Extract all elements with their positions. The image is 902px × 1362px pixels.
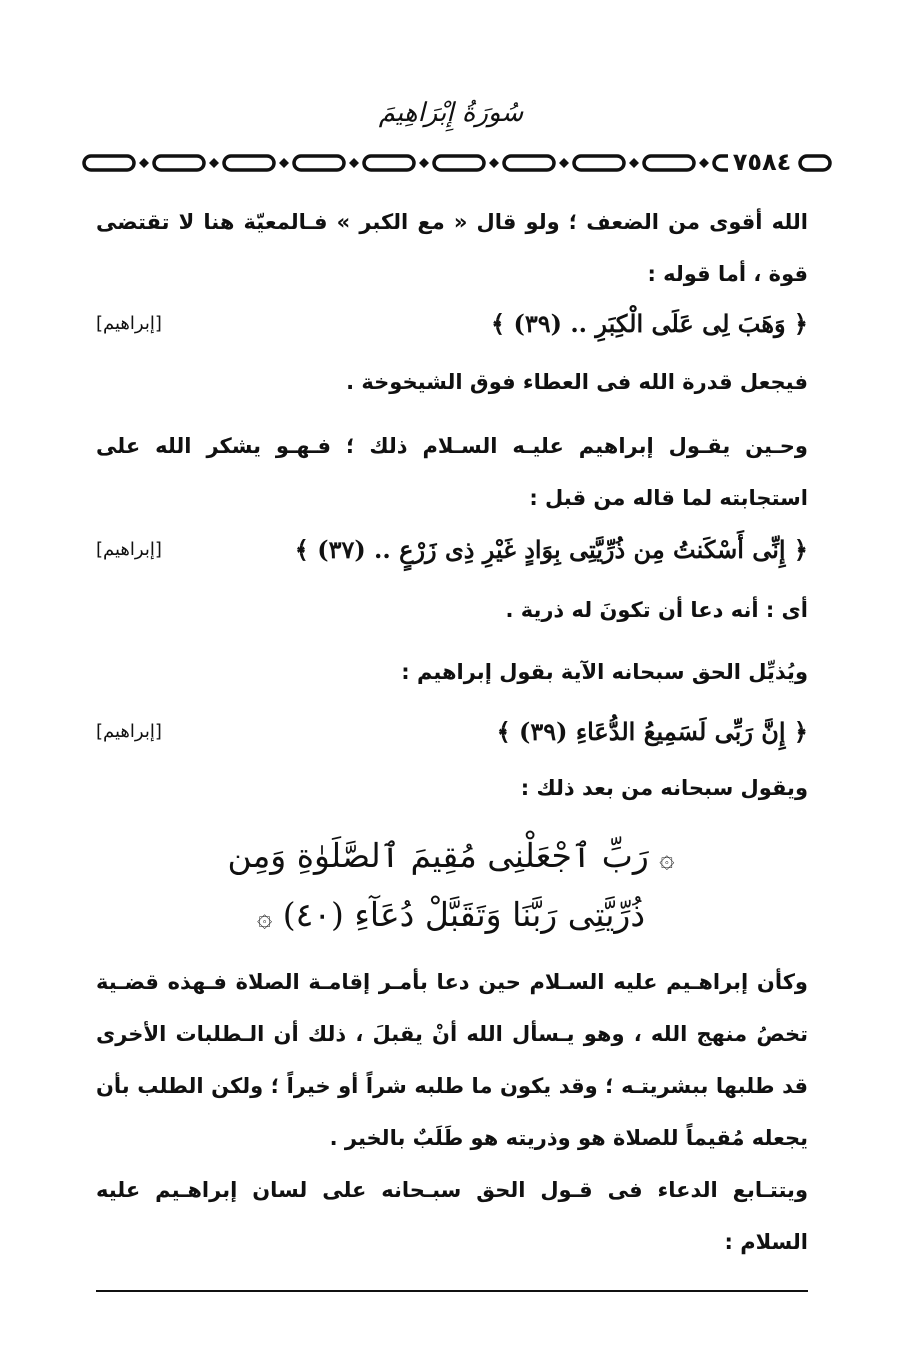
decorative-border xyxy=(80,148,820,178)
verse-line-3 xyxy=(96,706,808,756)
verse-reference: [إبراهيم] xyxy=(96,538,162,560)
verse-text: ﴿ إِنِّى أَسْكَنتُ مِن ذُرِّيَّتِى بِوَادٍ غَيْرِ ذِى زَرْعٍ .. (٣٧) ﴾ xyxy=(294,534,808,564)
verse-text: ﴿ وَهَبَ لِى عَلَى الْكِبَرِ .. (٣٩) ﴾ xyxy=(491,308,808,338)
page-number: ٧٥٨٤ xyxy=(728,147,796,177)
ornament-icon: ۞ xyxy=(659,844,675,874)
paragraph-3: وحـين يقـول إبراهيم عليـه السـلام ذلك ؛ فـهـو يشكر الله على استجابته لما قاله من قبل : xyxy=(96,434,808,510)
paragraph-8: ويتتـابع الدعاء فى قـول الحق سبـحانه على لسان إبراهـيم عليه السلام : xyxy=(96,1178,808,1254)
verse-line-1 xyxy=(96,298,808,348)
featured-verse-text-2: ذُرِّيَّتِى رَبَّنَا وَتَقَبَّلْ دُعَآءِ (٤٠) xyxy=(282,895,646,934)
ornament-icon: ۞ xyxy=(256,903,273,933)
border-end-ornament xyxy=(796,148,836,178)
paragraph-4: أى : أنه دعا أن تكونَ له ذرية . xyxy=(505,598,808,622)
verse-text: ﴿ إِنَّ رَبِّى لَسَمِيعُ الدُّعَاءِ (٣٩) ﴾ xyxy=(496,716,808,746)
verse-reference: [إبراهيم] xyxy=(96,720,162,742)
featured-verse-line-2 xyxy=(200,887,702,946)
surah-title: سُورَةُ إِبْرَاهِيمَ xyxy=(378,98,524,128)
paragraph-5: ويُذيِّل الحق سبحانه الآية بقول إبراهيم : xyxy=(401,660,808,684)
paragraph-2: فيجعل قدرة الله فى العطاء فوق الشيخوخة . xyxy=(346,370,808,394)
verse-line-2 xyxy=(96,524,808,574)
verse-reference: [إبراهيم] xyxy=(96,312,162,334)
featured-verse-text-1: رَبِّ ٱجْعَلْنِى مُقِيمَ ٱلصَّلَوٰةِ وَمِن xyxy=(227,836,649,875)
footer-divider xyxy=(96,1290,808,1292)
featured-verse xyxy=(200,828,702,946)
paragraph-1: الله أقوى من الضعف ؛ ولو قال « مع الكبر » فـالمعيّة هنا لا تقتضى قوة ، أما قوله : xyxy=(96,210,808,286)
featured-verse-line-1 xyxy=(200,828,702,887)
paragraph-6: ويقول سبحانه من بعد ذلك : xyxy=(520,776,808,800)
paragraph-7: وكأن إبراهـيم عليه السـلام حين دعا بأمـر إقامـة الصلاة فـهذه قضـية تخصُ منهج الله ، وهو يـسأل الله أنْ يقبلَ ، ذلك أن الـطلبات الأخرى قد طلبها ببشريتـه ؛ وقد يكون ما طلبه شراً أو خيراً ؛ ولكن الطلب بأن يجعله مُقيماً للصلاة هو وذريته هو طَلَبٌ بالخير . xyxy=(96,970,808,1150)
